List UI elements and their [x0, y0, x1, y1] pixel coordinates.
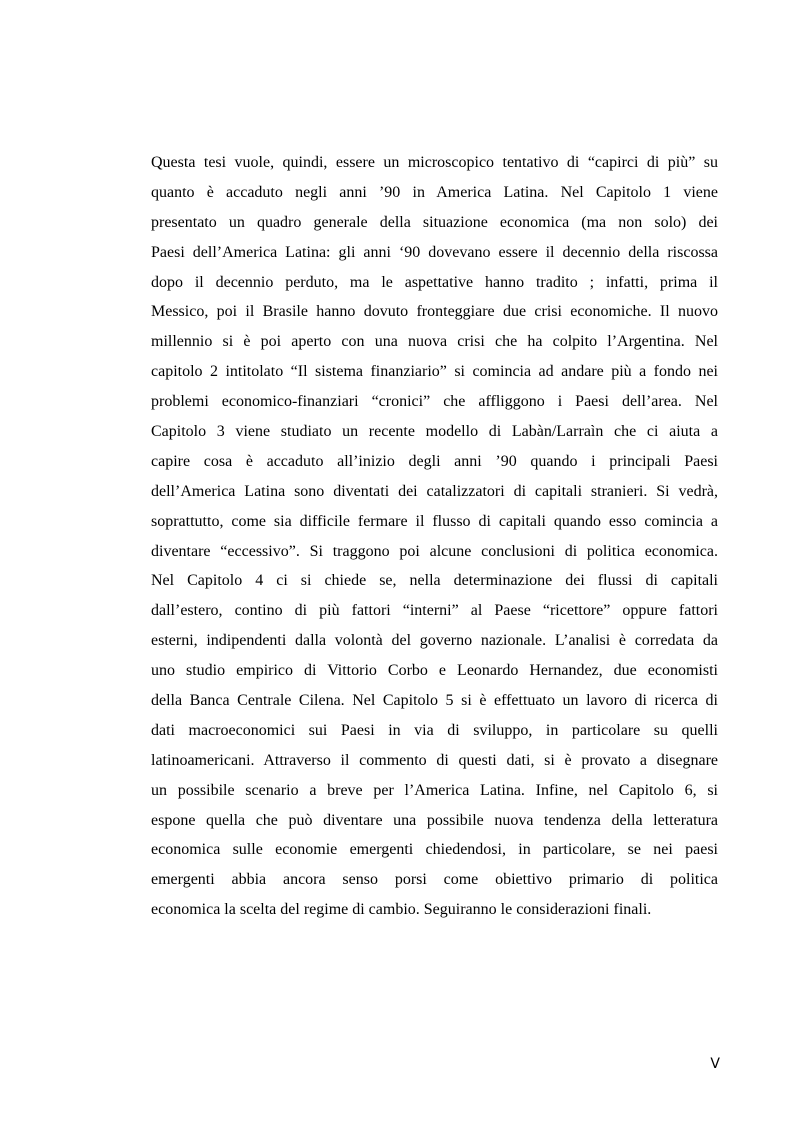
text-line: Messico, poi il Brasile hanno dovuto fronteggiare due crisi economiche. Il nuovo — [151, 303, 718, 321]
text-line: problemi economico-finanziari “cronici” che affliggono i Paesi dell’area. Nel — [151, 393, 718, 411]
text-line: dell’America Latina sono diventati dei catalizzatori di capitali stranieri. Si vedrà, — [151, 482, 718, 500]
text-line: latinoamericani. Attraverso il commento di questi dati, si è provato a disegnare — [151, 751, 718, 769]
text-line: uno studio empirico di Vittorio Corbo e Leonardo Hernandez, due economisti — [151, 662, 718, 680]
text-line: millennio si è poi aperto con una nuova crisi che ha colpito l’Argentina. Nel — [151, 333, 718, 351]
text-line: economica la scelta del regime di cambio. Seguiranno le considerazioni finali. — [151, 901, 652, 919]
text-line: un possibile scenario a breve per l’America Latina. Infine, nel Capitolo 6, si — [151, 781, 718, 799]
text-line: espone quella che può diventare una possibile nuova tendenza della letteratura — [151, 811, 718, 829]
text-line: Questa tesi vuole, quindi, essere un microscopico tentativo di “capirci di più” su — [151, 154, 718, 171]
text-line: della Banca Centrale Cilena. Nel Capitolo 5 si è effettuato un lavoro di ricerca di — [151, 692, 718, 710]
text-line: presentato un quadro generale della situazione economica (ma non solo) dei — [151, 213, 718, 231]
text-line: capitolo 2 intitolato “Il sistema finanziario” si comincia ad andare più a fondo nei — [151, 363, 718, 381]
page-number: V — [710, 1056, 720, 1072]
text-line: diventare “eccessivo”. Si traggono poi alcune conclusioni di politica economica. — [151, 542, 718, 560]
body-paragraph — [151, 148, 718, 925]
text-line: dall’estero, contino di più fattori “interni” al Paese “ricettore” oppure fattori — [151, 602, 718, 620]
text-line: dopo il decennio perduto, ma le aspettative hanno tradito ; infatti, prima il — [151, 273, 718, 291]
text-line: soprattutto, come sia difficile fermare il flusso di capitali quando esso comincia a — [151, 512, 718, 530]
text-line: Paesi dell’America Latina: gli anni ‘90 dovevano essere il decennio della riscossa — [151, 243, 718, 261]
text-line: esterni, indipendenti dalla volontà del governo nazionale. L’analisi è corredata da — [151, 632, 718, 650]
text-line: Capitolo 3 viene studiato un recente modello di Labàn/Larraìn che ci aiuta a — [151, 423, 718, 441]
text-line: economica sulle economie emergenti chiedendosi, in particolare, se nei paesi — [151, 841, 718, 859]
text-line: emergenti abbia ancora senso porsi come obiettivo primario di politica — [151, 871, 718, 889]
text-line: capire cosa è accaduto all’inizio degli anni ’90 quando i principali Paesi — [151, 452, 718, 470]
text-line: dati macroeconomici sui Paesi in via di sviluppo, in particolare su quelli — [151, 721, 718, 739]
text-line: quanto è accaduto negli anni ’90 in America Latina. Nel Capitolo 1 viene — [151, 183, 718, 201]
text-line: Nel Capitolo 4 ci si chiede se, nella determinazione dei flussi di capitali — [151, 572, 718, 590]
